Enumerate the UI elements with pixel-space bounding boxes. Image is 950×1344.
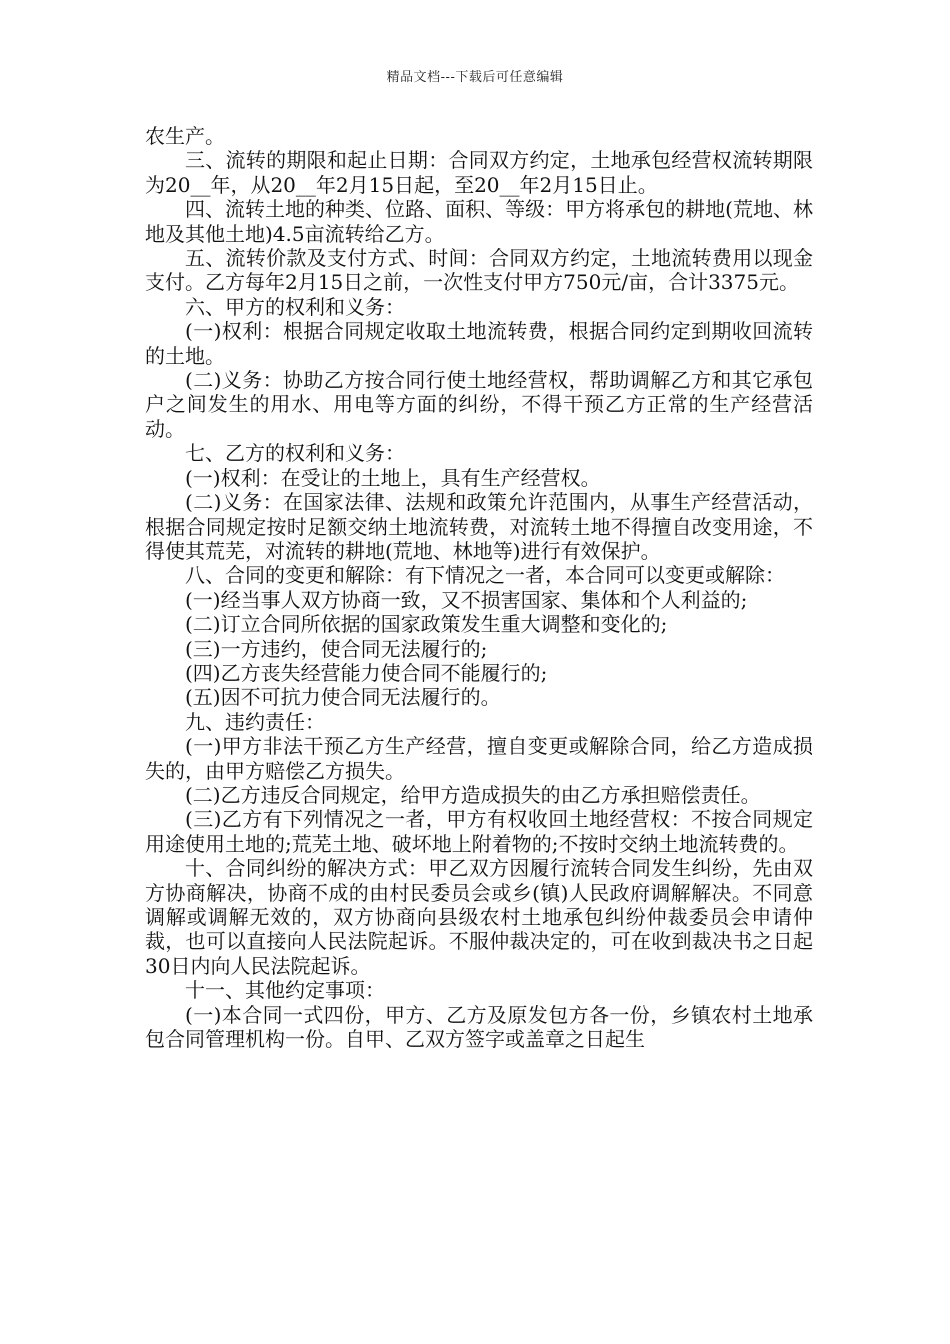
paragraph: (一)权利：在受让的土地上，具有生产经营权。: [185, 465, 601, 490]
paragraph: 十、合同纠纷的解决方式：甲乙双方因履行流转合同发生纠纷，先由双方协商解决，协商不成的由村民委员会或乡(镇)人民政府调解解决。不同意调解或调解无效的，双方协商向县级农村土地承包纠纷仲裁委员会申请仲裁，也可以直接向人民法院起诉。不服仲裁决定的，可在收到裁决书之日起30日内向人民法院起诉。: [145, 856, 813, 978]
paragraph: (二)订立合同所依据的国家政策发生重大调整和变化的;: [185, 612, 668, 637]
paragraph: (五)因不可抗力使合同无法履行的。: [185, 685, 501, 710]
paragraph: (一)经当事人双方协商一致，又不损害国家、集体和个人利益的;: [185, 587, 748, 612]
paragraph: (二)乙方违反合同规定，给甲方造成损失的由乙方承担赔偿责任。: [185, 782, 761, 807]
paragraph: 六、甲方的权利和义务：: [185, 294, 405, 319]
paragraph: 四、流转土地的种类、位路、面积、等级：甲方将承包的耕地(荒地、林地及其他土地)4.5亩流转给乙方。: [145, 197, 813, 246]
paragraph: 七、乙方的权利和义务：: [185, 441, 405, 466]
paragraph: 五、流转价款及支付方式、时间：合同双方约定，土地流转费用以现金支付。乙方每年2月15日之前，一次性支付甲方750元/亩，合计3375元。: [145, 246, 813, 295]
paragraph: 八、合同的变更和解除：有下情况之一者，本合同可以变更或解除：: [185, 563, 785, 588]
paragraph: 农生产。: [145, 124, 225, 148]
paragraph: (二)义务：协助乙方按合同行使土地经营权，帮助调解乙方和其它承包户之间发生的用水、用电等方面的纠纷，不得干预乙方正常的生产经营活动。: [145, 368, 813, 441]
paragraph: (四)乙方丧失经营能力使合同不能履行的;: [185, 660, 548, 685]
paragraph: 九、违约责任：: [185, 709, 325, 734]
paragraph: (一)甲方非法干预乙方生产经营，擅自变更或解除合同，给乙方造成损失的，由甲方赔偿乙方损失。: [145, 734, 813, 783]
paragraph: (三)乙方有下列情况之一者，甲方有权收回土地经营权：不按合同规定用途使用土地的;荒芜土地、破坏地上附着物的;不按时交纳土地流转费的。: [145, 807, 813, 856]
page-header: 精品文档---下载后可任意编辑: [386, 70, 564, 85]
paragraph: (一)本合同一式四份，甲方、乙方及原发包方各一份，乡镇农村土地承包合同管理机构一份。自甲、乙双方签字或盖章之日起生: [145, 1002, 813, 1052]
document-body: [145, 124, 813, 1051]
paragraph: (三)一方违约，使合同无法履行的;: [185, 636, 488, 661]
paragraph: 三、流转的期限和起止日期：合同双方约定，土地承包经营权流转期限为20__年，从20__年2月15日起，至20__年2月15日止。: [145, 148, 813, 197]
paragraph: (二)义务：在国家法律、法规和政策允许范围内，从事生产经营活动，根据合同规定按时足额交纳土地流转费，对流转土地不得擅自改变用途，不得使其荒芜，对流转的耕地(荒地、林地等)进行有效保护。: [145, 490, 813, 563]
paragraph: 十一、其他约定事项：: [185, 978, 385, 1003]
paragraph: (一)权利：根据合同规定收取土地流转费，根据合同约定到期收回流转的土地。: [145, 319, 813, 368]
